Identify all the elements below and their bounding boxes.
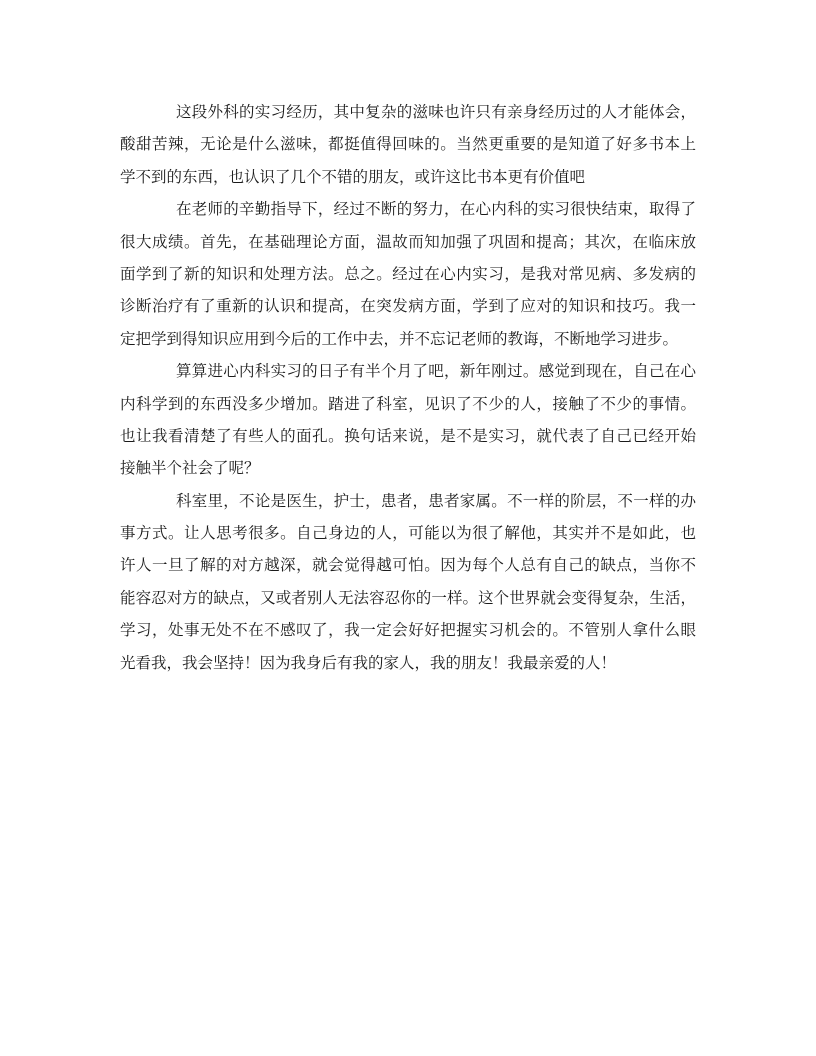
paragraph-1: [120, 96, 696, 193]
text-line: 诊断治疗有了重新的认识和提高，在突发病方面，学到了应对的知识和技巧。我一: [120, 297, 696, 316]
document-body: [120, 96, 696, 679]
text-line: 很大成绩。首先，在基础理论方面，温故而知加强了巩固和提高；其次，在临床放: [120, 232, 696, 251]
text-line: 接触半个社会了呢？: [120, 459, 260, 478]
text-line: 光看我，我会坚持！因为我身后有我的家人，我的朋友！我最亲爱的人！: [120, 653, 617, 672]
text-line: 能容忍对方的缺点，又或者别人无法容忍你的一样。这个世界就会变得复杂，生活，: [120, 588, 696, 607]
text-line: 许人一旦了解的对方越深，就会觉得越可怕。因为每个人总有自己的缺点，当你不: [120, 556, 696, 575]
text-line: 内科学到的东西没多少增加。踏进了科室，见识了不少的人，接触了不少的事情。: [120, 394, 696, 413]
text-line: 也让我看清楚了有些人的面孔。换句话来说，是不是实习，就代表了自己已经开始: [120, 426, 696, 445]
text-line: 科室里，不论是医生，护士，患者，患者家属。不一样的阶层，不一样的办: [176, 491, 696, 510]
paragraph-4: [120, 485, 696, 679]
paragraph-2: [120, 193, 696, 355]
text-line: 这段外科的实习经历，其中复杂的滋味也许只有亲身经历过的人才能体会，: [176, 103, 696, 121]
text-line: 算算进心内科实习的日子有半个月了吧，新年刚过。感觉到现在，自己在心: [176, 362, 696, 381]
text-line: 学习，处事无处不在不感叹了，我一定会好好把握实习机会的。不管别人拿什么眼: [120, 621, 696, 640]
text-line: 学不到的东西，也认识了几个不错的朋友，或许这比书本更有价值吧: [120, 167, 586, 186]
text-line: 在老师的辛勤指导下，经过不断的努力，在心内科的实习很快结束，取得了: [176, 200, 696, 219]
text-line: 面学到了新的知识和处理方法。总之。经过在心内实习，是我对常见病、多发病的: [120, 264, 696, 283]
text-line: 定把学到得知识应用到今后的工作中去，并不忘记老师的教诲，不断地学习进步。: [120, 329, 679, 348]
text-line: 事方式。让人思考很多。自己身边的人，可能以为很了解他，其实并不是如此，也: [120, 524, 696, 543]
text-line: 酸甜苦辣，无论是什么滋味，都挺值得回味的。当然更重要的是知道了好多书本上: [120, 135, 696, 154]
paragraph-3: [120, 355, 696, 485]
